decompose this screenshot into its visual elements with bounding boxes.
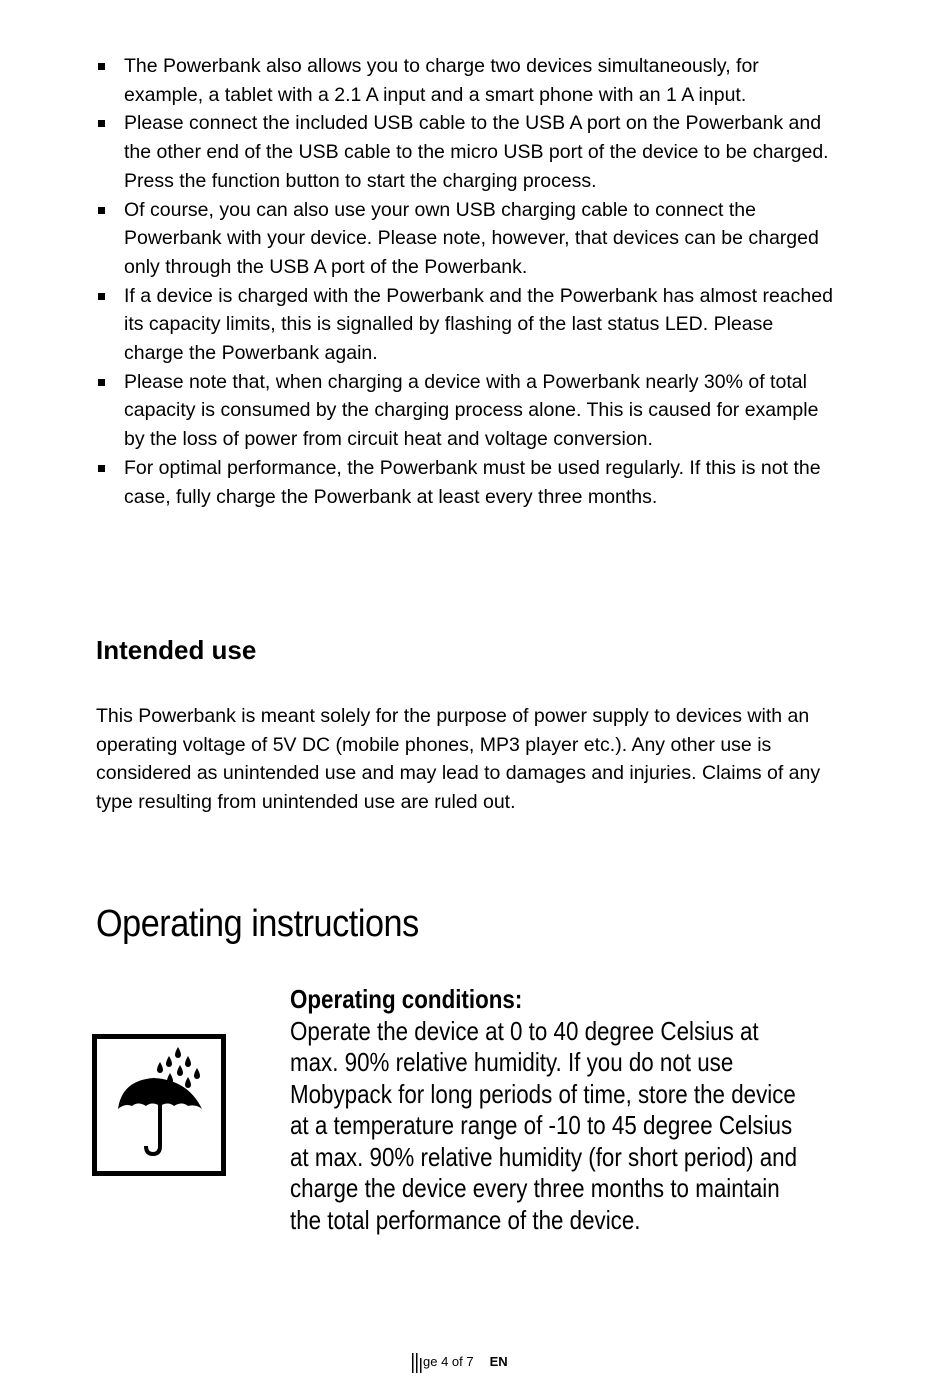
language-code: EN — [489, 1354, 508, 1369]
bullet-square-icon — [98, 293, 105, 300]
list-item-text: For optimal performance, the Powerbank must be used regularly. If this is not the case, fully charge the Powerbank at least every three months. — [124, 456, 821, 508]
list-item — [96, 368, 836, 454]
list-item-text: If a device is charged with the Powerbank and the Powerbank has almost reached its capacity limits, this is signalled by flashing of the last status LED. Please charge the Powerbank again. — [124, 284, 833, 365]
bullet-square-icon — [98, 63, 105, 70]
bullet-square-icon — [98, 465, 105, 472]
operating-conditions-title: Operating conditions: — [290, 984, 523, 1014]
page-number: ge 4 of 7 — [423, 1354, 474, 1369]
keep-dry-umbrella-icon — [92, 1034, 226, 1176]
bullet-square-icon — [98, 120, 105, 127]
intended-use-heading: Intended use — [96, 635, 257, 665]
list-item — [96, 196, 836, 282]
list-item-text: Of course, you can also use your own USB charging cable to connect the Powerbank with your device. Please note, however, that devices can be charged only through the USB A port of the Powerbank. — [124, 198, 819, 278]
list-item — [96, 282, 836, 368]
operating-conditions-block — [290, 984, 806, 1236]
operating-conditions-text: Operate the device at 0 to 40 degree Celsius at max. 90% relative humidity. If you do not use Mobypack for long periods of time, store the device at a temperature range of -10 to 45 degree Celsius at max. 90% relative humidity (for short period) and charge the device every three months to maintain the total performance of the device. — [290, 1015, 798, 1235]
bullet-square-icon — [98, 207, 105, 214]
list-item-text: Please connect the included USB cable to the USB A port on the Powerbank and the other end of the USB cable to the micro USB port of the device to be charged. Press the function button to start the charging process. — [124, 112, 829, 192]
bullet-list — [96, 52, 836, 511]
list-item-text: Please note that, when charging a device with a Powerbank nearly 30% of total capacity is consumed by the charging process alone. This is caused for example by the loss of power from circuit heat and voltage conversion. — [124, 370, 819, 451]
bullet-square-icon — [98, 379, 105, 386]
page-footer — [410, 1352, 508, 1374]
list-item-text: The Powerbank also allows you to charge two devices simultaneously, for example, a tablet with a 2.1 A input and a smart phone with an 1 A input. — [124, 55, 759, 106]
page-marker-icon — [410, 1352, 424, 1374]
list-item — [96, 454, 836, 511]
list-item — [96, 52, 836, 109]
list-item — [96, 109, 836, 195]
intended-use-paragraph: This Powerbank is meant solely for the purpose of power supply to devices with an operating voltage of 5V DC (mobile phones, MP3 player etc.). Any other use is considered as unintended use and may lead to damages and injuries. Claims of any type resulting from unintended use are ruled out. — [96, 705, 821, 814]
operating-instructions-heading: Operating instructions — [96, 903, 419, 945]
